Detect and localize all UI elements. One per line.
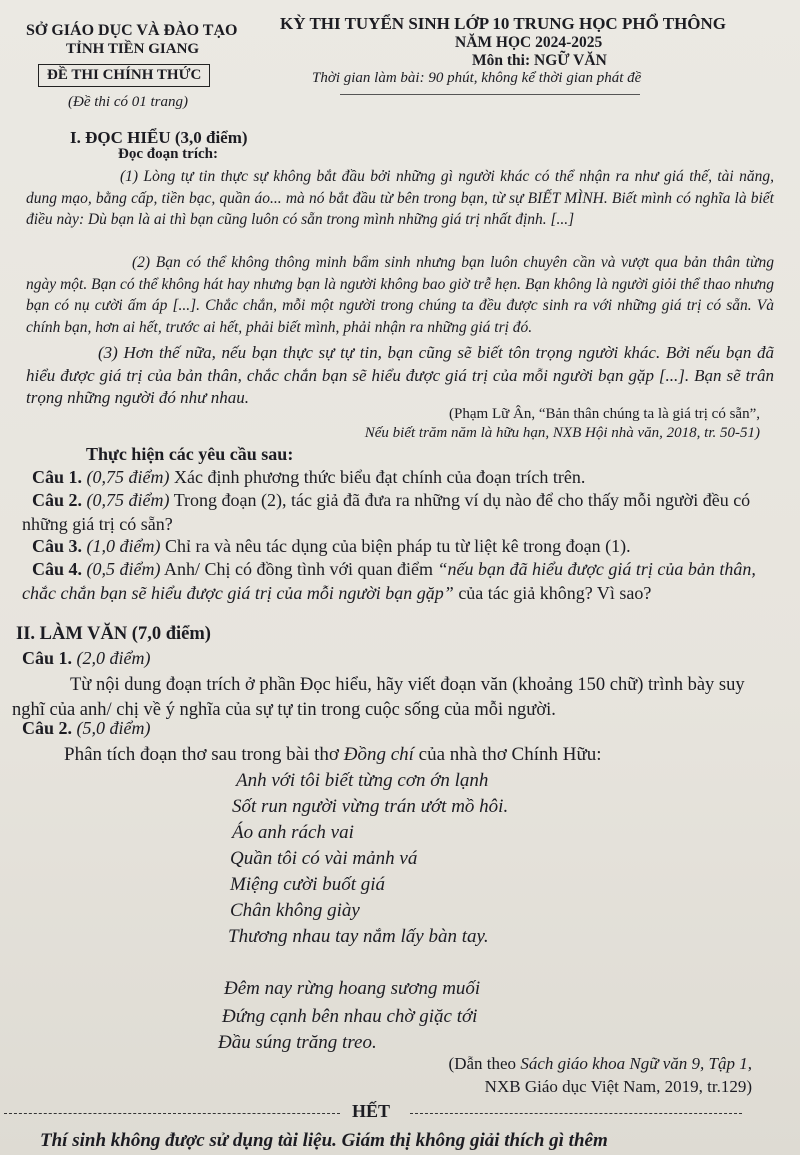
poem-title: Đồng chí bbox=[343, 744, 414, 765]
excerpt-paragraph-1: (1) Lòng tự tin thực sự không bắt đầu bởi những gì người khác có thể nhận ra như giá thế, tài năng, dung mạo, bằng cấp, tiền bạc, quần áo... mà nó bắt đầu từ bên trong bạn, từ sự BIẾT MÌNH. Biết mình có nghĩa là biết điều này: Dù bạn là ai thì bạn cũng luôn có sẵn trong mình những giá trị nhất định. [...] bbox=[26, 168, 774, 229]
tasks-title: Thực hiện các yêu cầu sau: bbox=[86, 444, 294, 464]
essay-question-2-heading bbox=[22, 718, 151, 739]
section2-title: II. LÀM VĂN (7,0 điểm) bbox=[16, 624, 211, 644]
poem-line: Thương nhau tay nắm lấy bàn tay. bbox=[228, 926, 489, 947]
poem-line: Đêm nay rừng hoang sương muối bbox=[224, 978, 481, 999]
poem-line: Đứng cạnh bên nhau chờ giặc tới bbox=[222, 1006, 478, 1027]
question-2-points: (0,75 điểm) bbox=[86, 490, 170, 510]
essay-question-2-label: Câu 2. bbox=[22, 718, 73, 738]
poem-line: Anh với tôi biết từng cơn ớn lạnh bbox=[236, 770, 489, 791]
exam-title: KỲ THI TUYỂN SINH LỚP 10 TRUNG HỌC PHỔ THÔNG bbox=[280, 14, 727, 33]
poem-line: Sốt run người vừng trán ướt mồ hôi. bbox=[232, 796, 509, 817]
excerpt-paragraph-3: (3) Hơn thế nữa, nếu bạn thực sự tự tin, bạn cũng sẽ biết tôn trọng người khác. Bởi nếu bạn đã hiểu được giá trị của bản thân, chắc chắn bạn sẽ hiểu được giá trị của mỗi người bạn gặp [...]. Bạn sẽ trân trọng những người đó như nhau. bbox=[26, 343, 774, 408]
header-divider bbox=[340, 94, 640, 95]
essay-question-1-points: (2,0 điểm) bbox=[76, 648, 151, 668]
end-marker: HẾT bbox=[352, 1101, 391, 1121]
poem-source-line-1 bbox=[449, 1054, 752, 1074]
poem-line: Đầu súng trăng treo. bbox=[218, 1032, 377, 1053]
department-name: SỞ GIÁO DỤC VÀ ĐÀO TẠO bbox=[26, 22, 238, 39]
poem-line: Miệng cười buốt giá bbox=[230, 874, 386, 895]
essay-question-2-intro-b: của nhà thơ Chính Hữu: bbox=[418, 744, 602, 765]
question-1-label: Câu 1. bbox=[32, 467, 83, 487]
question-3-text: Chỉ ra và nêu tác dụng của biện pháp tu từ liệt kê trong đoạn (1). bbox=[165, 536, 631, 556]
question-4-text-a: Anh/ Chị có đồng tình với quan điểm bbox=[164, 559, 434, 579]
question-2 bbox=[22, 489, 774, 536]
essay-question-1-heading bbox=[22, 648, 151, 669]
subject: Môn thi: NGỮ VĂN bbox=[472, 52, 607, 69]
poem-source-book: Sách giáo khoa Ngữ văn 9, Tập 1, bbox=[520, 1054, 752, 1073]
question-1-points: (0,75 điểm) bbox=[86, 467, 170, 487]
school-year: NĂM HỌC 2024-2025 bbox=[455, 34, 603, 51]
official-exam-label: ĐỀ THI CHÍNH THỨC bbox=[38, 64, 210, 87]
question-4-quote: “nếu bạn đã hiểu được giá trị của bản thân, chắc chắn bạn sẽ hiểu được giá trị của mỗi người bạn gặp” bbox=[22, 559, 756, 603]
section1-title: I. ĐỌC HIỂU (3,0 điểm) bbox=[70, 128, 248, 147]
poem-source-line-2: NXB Giáo dục Việt Nam, 2019, tr.129) bbox=[484, 1077, 752, 1096]
essay-question-2-intro bbox=[64, 744, 602, 766]
question-4-label: Câu 4. bbox=[32, 559, 83, 579]
question-3-points: (1,0 điểm) bbox=[86, 536, 161, 556]
essay-question-1-label: Câu 1. bbox=[22, 648, 73, 668]
essay-question-2-intro-a: Phân tích đoạn thơ sau trong bài thơ bbox=[64, 744, 339, 765]
poem-line: Quần tôi có vài mảnh vá bbox=[230, 848, 418, 869]
question-3 bbox=[22, 535, 774, 559]
end-divider-left bbox=[4, 1113, 340, 1114]
question-2-label: Câu 2. bbox=[32, 490, 83, 510]
province-name: TỈNH TIỀN GIANG bbox=[66, 41, 200, 57]
question-3-label: Câu 3. bbox=[32, 536, 83, 556]
poem-line: Áo anh rách vai bbox=[232, 822, 354, 843]
end-divider-right bbox=[410, 1113, 742, 1114]
question-1-text: Xác định phương thức biểu đạt chính của đoạn trích trên. bbox=[174, 467, 586, 487]
exam-time: Thời gian làm bài: 90 phút, không kể thời gian phát đề bbox=[312, 70, 642, 86]
excerpt-paragraph-2: (2) Bạn có thể không thông minh bẩm sinh nhưng bạn luôn chuyên cần và vượt qua bản thân từng ngày một. Bạn có thể không hát hay nhưng bạn là người không bao giờ trễ hẹn. Bạn không là người giỏi thể thao nhưng bạn có nụ cười ấm áp [...]. Chắc chắn, mỗi một người trong chúng ta đều được sinh ra với những giá trị có sẵn. Và chính bạn, hơn ai hết, trước ai hết, phải biết mình, phải nhận ra những giá trị đó. bbox=[26, 254, 774, 336]
essay-question-1-text: Từ nội dung đoạn trích ở phần Đọc hiểu, hãy viết đoạn văn (khoảng 150 chữ) trình bày suy nghĩ của anh/ chị về ý nghĩa của sự tự tin trong cuộc sống của mỗi người. bbox=[12, 675, 745, 720]
read-label: Đọc đoạn trích: bbox=[118, 146, 218, 162]
question-4 bbox=[22, 558, 774, 605]
question-2-text: Trong đoạn (2), tác giả đã đưa ra những ví dụ nào để cho thấy mỗi người đều có những giá trị có sẵn? bbox=[22, 490, 751, 534]
essay-question-2-points: (5,0 điểm) bbox=[76, 718, 151, 738]
footer-note: Thí sinh không được sử dụng tài liệu. Giám thị không giải thích gì thêm bbox=[40, 1130, 608, 1151]
citation-line-1: (Phạm Lữ Ân, “Bản thân chúng ta là giá trị có sẵn”, bbox=[449, 406, 760, 422]
citation-line-2: Nếu biết trăm năm là hữu hạn, NXB Hội nhà văn, 2018, tr. 50-51) bbox=[364, 425, 760, 441]
poem-source-prefix: (Dẫn theo bbox=[448, 1054, 517, 1073]
poem-line: Chân không giày bbox=[230, 900, 360, 921]
question-1 bbox=[22, 466, 774, 490]
question-4-text-b: của tác giả không? Vì sao? bbox=[458, 582, 652, 603]
page-count-note: (Đề thi có 01 trang) bbox=[68, 94, 188, 110]
question-4-points: (0,5 điểm) bbox=[86, 559, 161, 579]
